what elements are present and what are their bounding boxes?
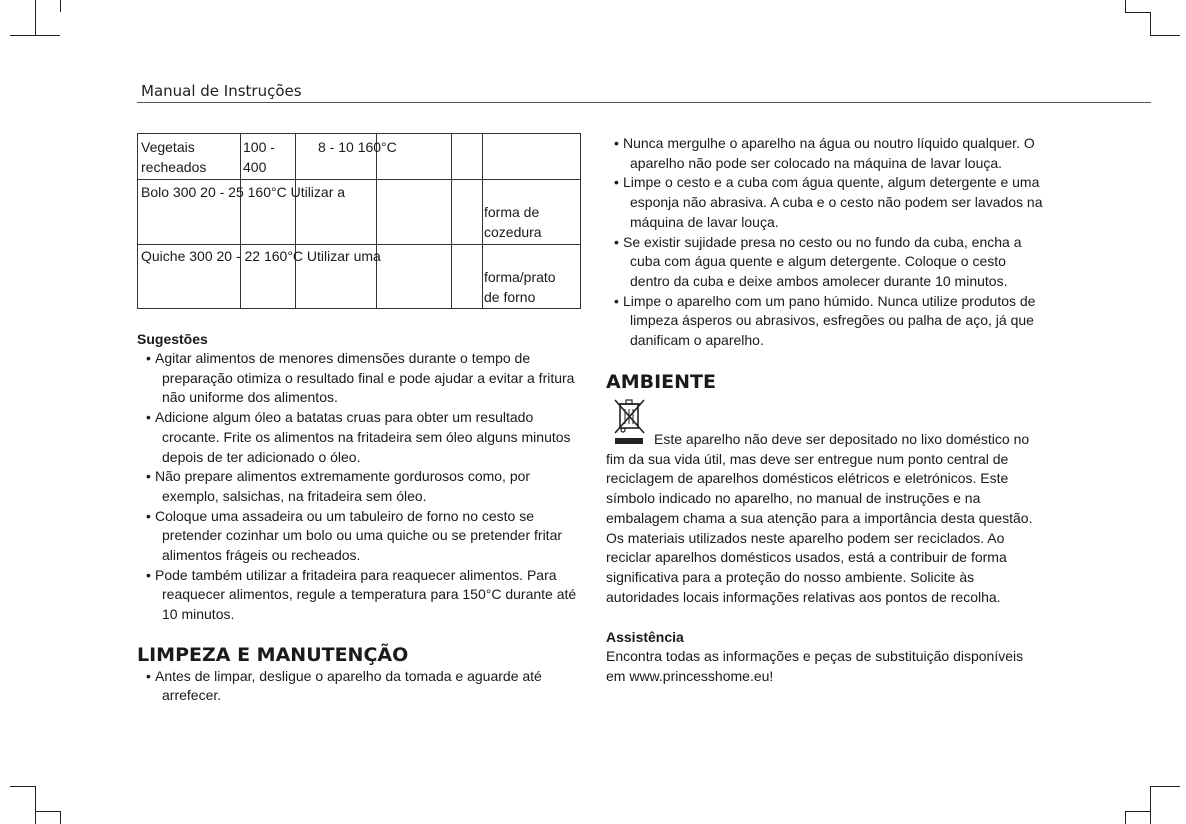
crop-mark — [1150, 12, 1151, 36]
sugestoes-section — [137, 329, 587, 625]
crop-mark — [1150, 786, 1151, 824]
crop-mark — [1125, 811, 1151, 812]
ambiente-body — [606, 430, 1046, 607]
assistencia-heading: Assistência — [606, 629, 684, 645]
crop-mark — [35, 786, 36, 824]
list-item: • Limpe o cesto e a cuba com água quente, algum detergente e uma esponja não abrasiva. A cuba e o cesto não podem ser lavados na máquina de lavar louça. — [614, 174, 1043, 230]
table-row-divider — [138, 244, 580, 245]
table-cell: forma/prato — [484, 269, 556, 285]
table-cell: cozedura — [484, 224, 542, 240]
crop-mark — [10, 786, 36, 787]
limpeza-heading: LIMPEZA E MANUTENÇÃO — [137, 644, 409, 666]
table-cell: forma de — [484, 204, 540, 220]
sugestoes-heading: Sugestões — [137, 331, 208, 347]
table-column-divider — [376, 134, 377, 308]
ambiente-heading: AMBIENTE — [606, 371, 716, 393]
list-item: • Pode também utilizar a fritadeira para reaquecer alimentos. Para reaquecer alimentos, regule a temperatura para 150°C durante até 10 minutos. — [146, 566, 577, 623]
crop-mark — [35, 811, 61, 812]
crop-mark — [1150, 786, 1180, 787]
ambiente-heading-wrap — [606, 373, 716, 393]
crop-mark — [1125, 811, 1126, 824]
sugestoes-list — [137, 349, 587, 625]
list-item: • Coloque uma assadeira ou um tabuleiro de forno no cesto se pretender cozinhar um bolo ou uma quiche ou se pretender fritar alimentos frágeis ou recheados. — [146, 507, 563, 564]
table-column-divider — [240, 134, 241, 308]
list-item: • Não prepare alimentos extremamente gordurosos como, por exemplo, salsichas, na fritadeira sem óleo. — [146, 468, 531, 504]
list-item: • Se existir sujidade presa no cesto ou no fundo da cuba, encha a cuba com água quente e algum detergente. Coloque o cesto dentro da cuba e deixe ambos amolecer durante 10 minutos. — [614, 233, 1022, 289]
cooking-table — [137, 133, 581, 309]
table-column-divider — [451, 134, 452, 308]
list-item: • Limpe o aparelho com um pano húmido. Nunca utilize produtos de limpeza ásperos ou abrasivos, esfregões ou palha de aço, já que danificam o aparelho. — [614, 292, 1036, 349]
page-header-title: Manual de Instruções — [141, 82, 302, 100]
limpeza-list-part1 — [137, 667, 587, 706]
table-cell: Vegetais — [141, 139, 195, 155]
header-divider — [137, 102, 1151, 103]
table-cell: 100 - — [243, 139, 275, 155]
limpeza-list-continued — [605, 134, 1045, 351]
list-item: • Antes de limpar, desligue o aparelho da tomada e aguarde até arrefecer. — [146, 667, 542, 704]
limpeza-section — [137, 646, 587, 706]
table-row-divider — [138, 179, 580, 180]
crop-mark — [60, 0, 61, 12]
crop-mark — [1125, 0, 1126, 12]
crop-mark — [60, 811, 61, 824]
list-item: • Adicione algum óleo a batatas cruas para obter um resultado crocante. Frite os alimentos na fritadeira sem óleo alguns minutos depois de ter adicionado o óleo. — [146, 409, 571, 465]
table-column-divider — [295, 134, 296, 308]
table-cell: recheados — [141, 159, 207, 175]
limpeza-list-part2 — [605, 134, 1045, 351]
table-cell: Bolo 300 20 - 25 160°C Utilizar a — [141, 184, 346, 200]
table-cell: Quiche 300 20 - 22 160°C Utilizar uma — [141, 248, 381, 264]
crop-mark — [1150, 35, 1180, 36]
assistencia-text: Encontra todas as informações e peças de substituição disponíveis em www.princesshome.eu! — [606, 648, 1024, 684]
table-cell: 8 - 10 160°C — [318, 139, 397, 155]
table-cell: de forno — [484, 289, 536, 305]
crop-mark — [10, 35, 60, 36]
crop-mark — [35, 0, 36, 35]
list-item: • Nunca mergulhe o aparelho na água ou noutro líquido qualquer. O aparelho não pode ser colocado na máquina de lavar louça. — [614, 135, 1035, 171]
table-cell: 400 — [243, 159, 267, 175]
table-column-divider — [482, 134, 483, 308]
assistencia-section — [606, 627, 1046, 686]
list-item: • Agitar alimentos de menores dimensões durante o tempo de preparação otimiza o resultado final e pode ajudar a evitar a fritura não uniforme dos alimentos. — [146, 350, 575, 406]
crop-mark — [1125, 12, 1151, 13]
ambiente-text: Este aparelho não deve ser depositado no lixo doméstico no fim da sua vida útil, mas deve ser entregue num ponto central de reciclagem de aparelhos domésticos elétricos e eletrónicos. Este símbolo indicado no aparelho, no manual de instruções e na embalagem chama a sua atenção para a importância desta questão. Os materiais utilizados neste aparelho podem ser reciclados. Ao reciclar aparelhos domésticos usados, está a contribuir de forma significativa para a proteção do nosso ambiente. Solicite às autoridades locais informações relativas aos pontos de recolha. — [606, 431, 1033, 605]
